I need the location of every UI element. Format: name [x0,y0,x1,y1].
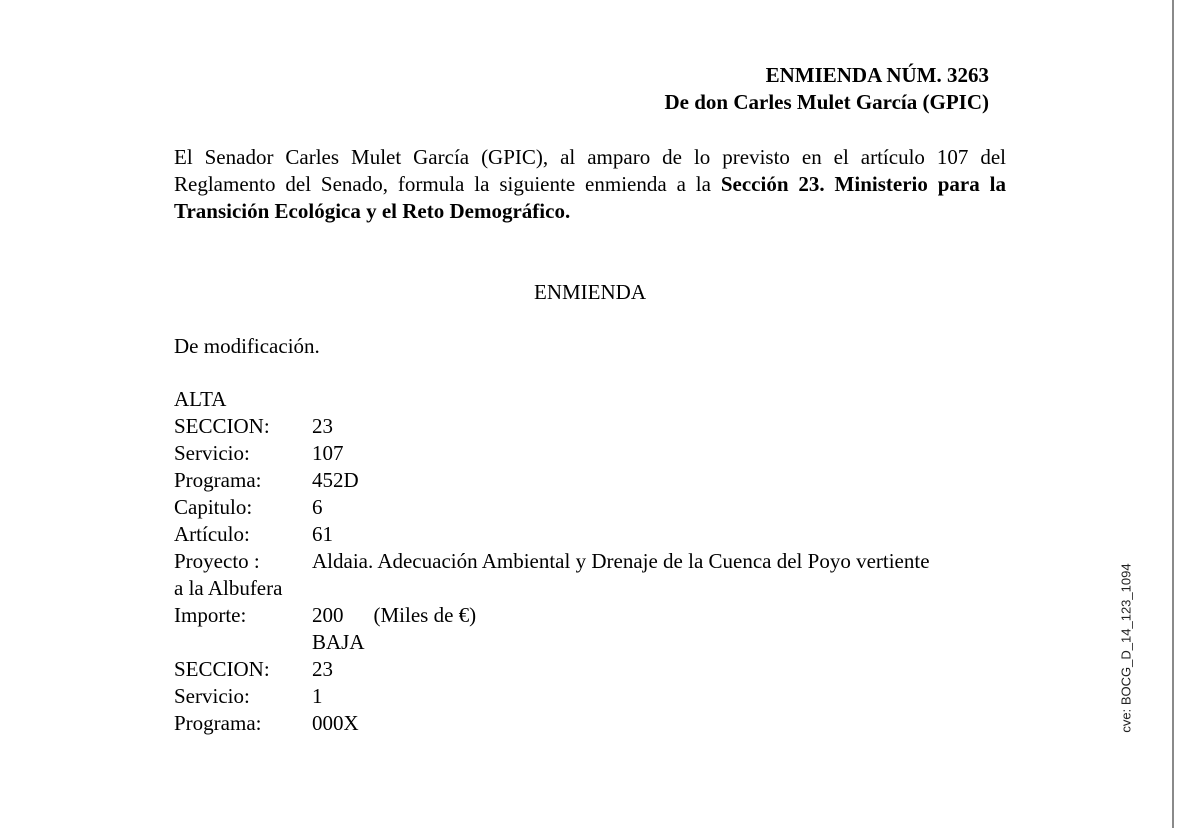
alta-proyecto-continuation-row [174,575,1006,602]
importe-unit: (Miles de €) [373,603,477,627]
baja-servicio-row [174,683,1006,710]
field-value: 107 [312,441,344,465]
field-value: 23 [312,414,333,438]
intro-paragraph [174,144,1006,225]
intro-section-bold: Sección 23. Ministerio para la Transición Ecológica y el Reto Demográfico. [174,172,1006,223]
field-label: SECCION: [174,414,270,438]
importe-amount: 200 [312,603,344,627]
alta-title-row [174,386,1006,413]
field-value: Aldaia. Adecuación Ambiental y Drenaje de la Cuenca del Poyo vertiente [312,549,930,573]
field-value: 1 [312,684,323,708]
cve-identifier: cve: BOCG_D_14_123_1094 [1118,563,1134,733]
field-value: 23 [312,657,333,681]
alta-capitulo-row [174,494,1006,521]
field-label: Programa: [174,711,262,735]
field-label: Importe: [174,603,247,627]
alta-importe-row [174,602,1006,629]
field-label: Servicio: [174,441,250,465]
field-label: Programa: [174,468,262,492]
alta-seccion-row [174,413,1006,440]
field-value: a la Albufera [174,576,283,600]
field-value [312,602,1006,629]
amendment-author: De don Carles Mulet García (GPIC) [664,90,989,114]
alta-proyecto-row [174,548,1006,575]
amendment-heading [665,62,989,116]
alta-articulo-row [174,521,1006,548]
field-label: Artículo: [174,522,250,546]
field-label: SECCION: [174,657,270,681]
alta-servicio-row [174,440,1006,467]
intro-text: El Senador Carles Mulet García (GPIC), al amparo de lo previsto en el artículo 107 del Reglamento del Senado, formula la siguiente enmienda a la [174,145,1006,196]
budget-block [174,386,1006,737]
field-value: 6 [312,495,323,519]
modification-type: De modificación. [174,334,320,358]
field-value: 000X [312,711,359,735]
baja-title: BAJA [312,630,365,654]
alta-programa-row [174,467,1006,494]
field-label: Capitulo: [174,495,253,519]
field-label: Proyecto : [174,549,260,573]
page-edge-divider [1172,0,1188,828]
field-label: Servicio: [174,684,250,708]
alta-title: ALTA [174,387,227,411]
baja-programa-row [174,710,1006,737]
field-value: 452D [312,468,359,492]
amendment-title: ENMIENDA NÚM. 3263 [765,63,989,87]
section-title: ENMIENDA [534,280,646,304]
field-value: 61 [312,522,333,546]
baja-seccion-row [174,656,1006,683]
baja-title-row [174,629,1006,656]
